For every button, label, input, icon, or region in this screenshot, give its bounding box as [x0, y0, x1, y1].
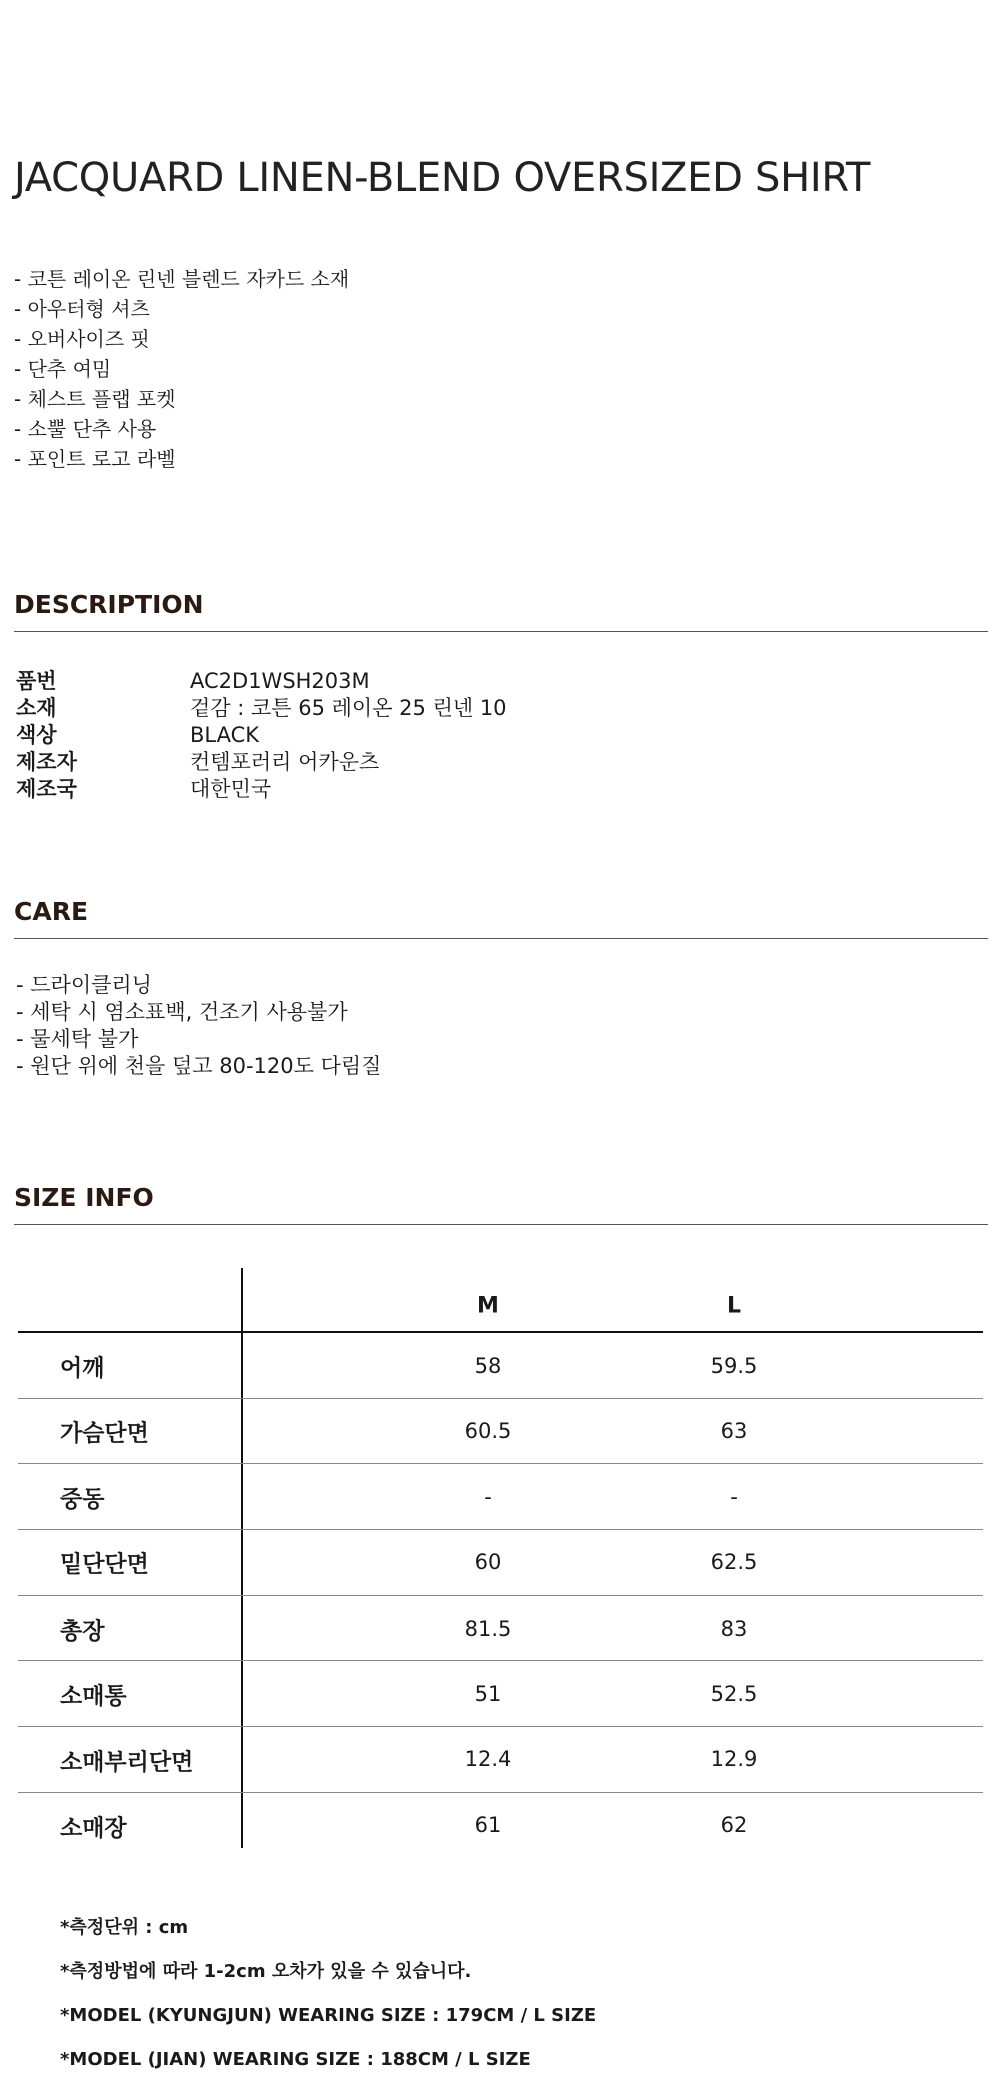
size-column-header: L — [726, 1293, 742, 1319]
size-cell: 62.5 — [710, 1550, 758, 1574]
size-row-divider — [18, 1660, 983, 1661]
description-row — [16, 722, 507, 749]
size-row-label: 가슴단면 — [60, 1420, 149, 1447]
description-divider — [14, 631, 988, 632]
size-row-divider — [18, 1398, 983, 1399]
size-cell: 62 — [720, 1813, 748, 1837]
size-cell: 63 — [720, 1419, 748, 1443]
description-value: AC2D1WSH203M — [190, 669, 370, 693]
size-note: *측정방법에 따라 1-2cm 오차가 있을 수 있습니다. — [60, 1961, 472, 1982]
size-note: *측정단위 : cm — [60, 1917, 189, 1938]
description-key: 제조국 — [16, 777, 77, 801]
size-info-divider — [14, 1224, 988, 1225]
size-table-header-divider — [18, 1331, 983, 1333]
feature-item: - 포인트 로고 라벨 — [14, 447, 176, 471]
size-note: *MODEL (KYUNGJUN) WEARING SIZE : 179CM / L SIZE — [60, 2005, 597, 2026]
size-row-label: 총장 — [60, 1618, 105, 1645]
care-item: - 세탁 시 염소표백, 건조기 사용불가 — [16, 1000, 348, 1024]
description-row — [16, 695, 507, 722]
size-row-divider — [18, 1726, 983, 1727]
description-key: 제조자 — [16, 750, 77, 774]
size-cell: 12.4 — [464, 1747, 512, 1771]
size-cell: 81.5 — [464, 1617, 512, 1641]
size-table-column-divider — [241, 1268, 243, 1848]
size-cell: 51 — [474, 1682, 502, 1706]
description-row — [16, 749, 507, 776]
size-cell: - — [730, 1485, 738, 1509]
size-cell: 60 — [474, 1550, 502, 1574]
description-key: 색상 — [16, 723, 57, 747]
care-item: - 원단 위에 천을 덮고 80-120도 다림질 — [16, 1054, 382, 1078]
description-heading: DESCRIPTION — [14, 590, 204, 619]
description-row — [16, 776, 507, 803]
size-row-divider — [18, 1792, 983, 1793]
description-value: BLACK — [190, 723, 260, 747]
care-list — [16, 972, 381, 1080]
size-row-label: 소매부리단면 — [60, 1749, 194, 1776]
size-cell: 83 — [720, 1617, 748, 1641]
description-key: 품번 — [16, 669, 57, 693]
size-cell: 61 — [474, 1813, 502, 1837]
feature-item: - 소뿔 단추 사용 — [14, 417, 157, 441]
product-title: JACQUARD LINEN-BLEND OVERSIZED SHIRT — [14, 155, 871, 201]
care-divider — [14, 938, 988, 939]
size-cell: 58 — [474, 1354, 502, 1378]
size-row-label: 어깨 — [60, 1355, 105, 1382]
size-row-label: 소매장 — [60, 1815, 127, 1842]
size-row-label: 밑단단면 — [60, 1551, 149, 1578]
size-cell: - — [484, 1485, 492, 1509]
size-note: *MODEL (JIAN) WEARING SIZE : 188CM / L SIZE — [60, 2049, 531, 2070]
size-row-divider — [18, 1529, 983, 1530]
description-value: 대한민국 — [190, 777, 272, 801]
feature-item: - 오버사이즈 핏 — [14, 327, 150, 351]
description-key: 소재 — [16, 696, 57, 720]
size-notes — [60, 1906, 596, 2082]
size-column-header: M — [477, 1293, 499, 1319]
care-heading: CARE — [14, 897, 89, 926]
description-value: 컨템포러리 어카운츠 — [190, 750, 380, 774]
feature-list — [14, 264, 349, 474]
size-row-label: 중동 — [60, 1486, 105, 1513]
care-item: - 드라이클리닝 — [16, 973, 152, 997]
size-row-divider — [18, 1463, 983, 1464]
feature-item: - 아우터형 셔츠 — [14, 297, 150, 321]
size-cell: 59.5 — [710, 1354, 758, 1378]
description-row — [16, 668, 507, 695]
feature-item: - 단추 여밈 — [14, 357, 112, 381]
feature-item: - 코튼 레이온 린넨 블렌드 자카드 소재 — [14, 267, 350, 291]
size-cell: 12.9 — [710, 1747, 758, 1771]
description-value: 겉감 : 코튼 65 레이온 25 린넨 10 — [190, 696, 507, 720]
size-row-label: 소매통 — [60, 1683, 127, 1710]
description-table — [16, 668, 507, 803]
feature-item: - 체스트 플랩 포켓 — [14, 387, 176, 411]
size-cell: 52.5 — [710, 1682, 758, 1706]
care-item: - 물세탁 불가 — [16, 1027, 139, 1051]
size-cell: 60.5 — [464, 1419, 512, 1443]
size-table — [18, 1268, 983, 1848]
size-row-divider — [18, 1595, 983, 1596]
size-info-heading: SIZE INFO — [14, 1183, 154, 1212]
